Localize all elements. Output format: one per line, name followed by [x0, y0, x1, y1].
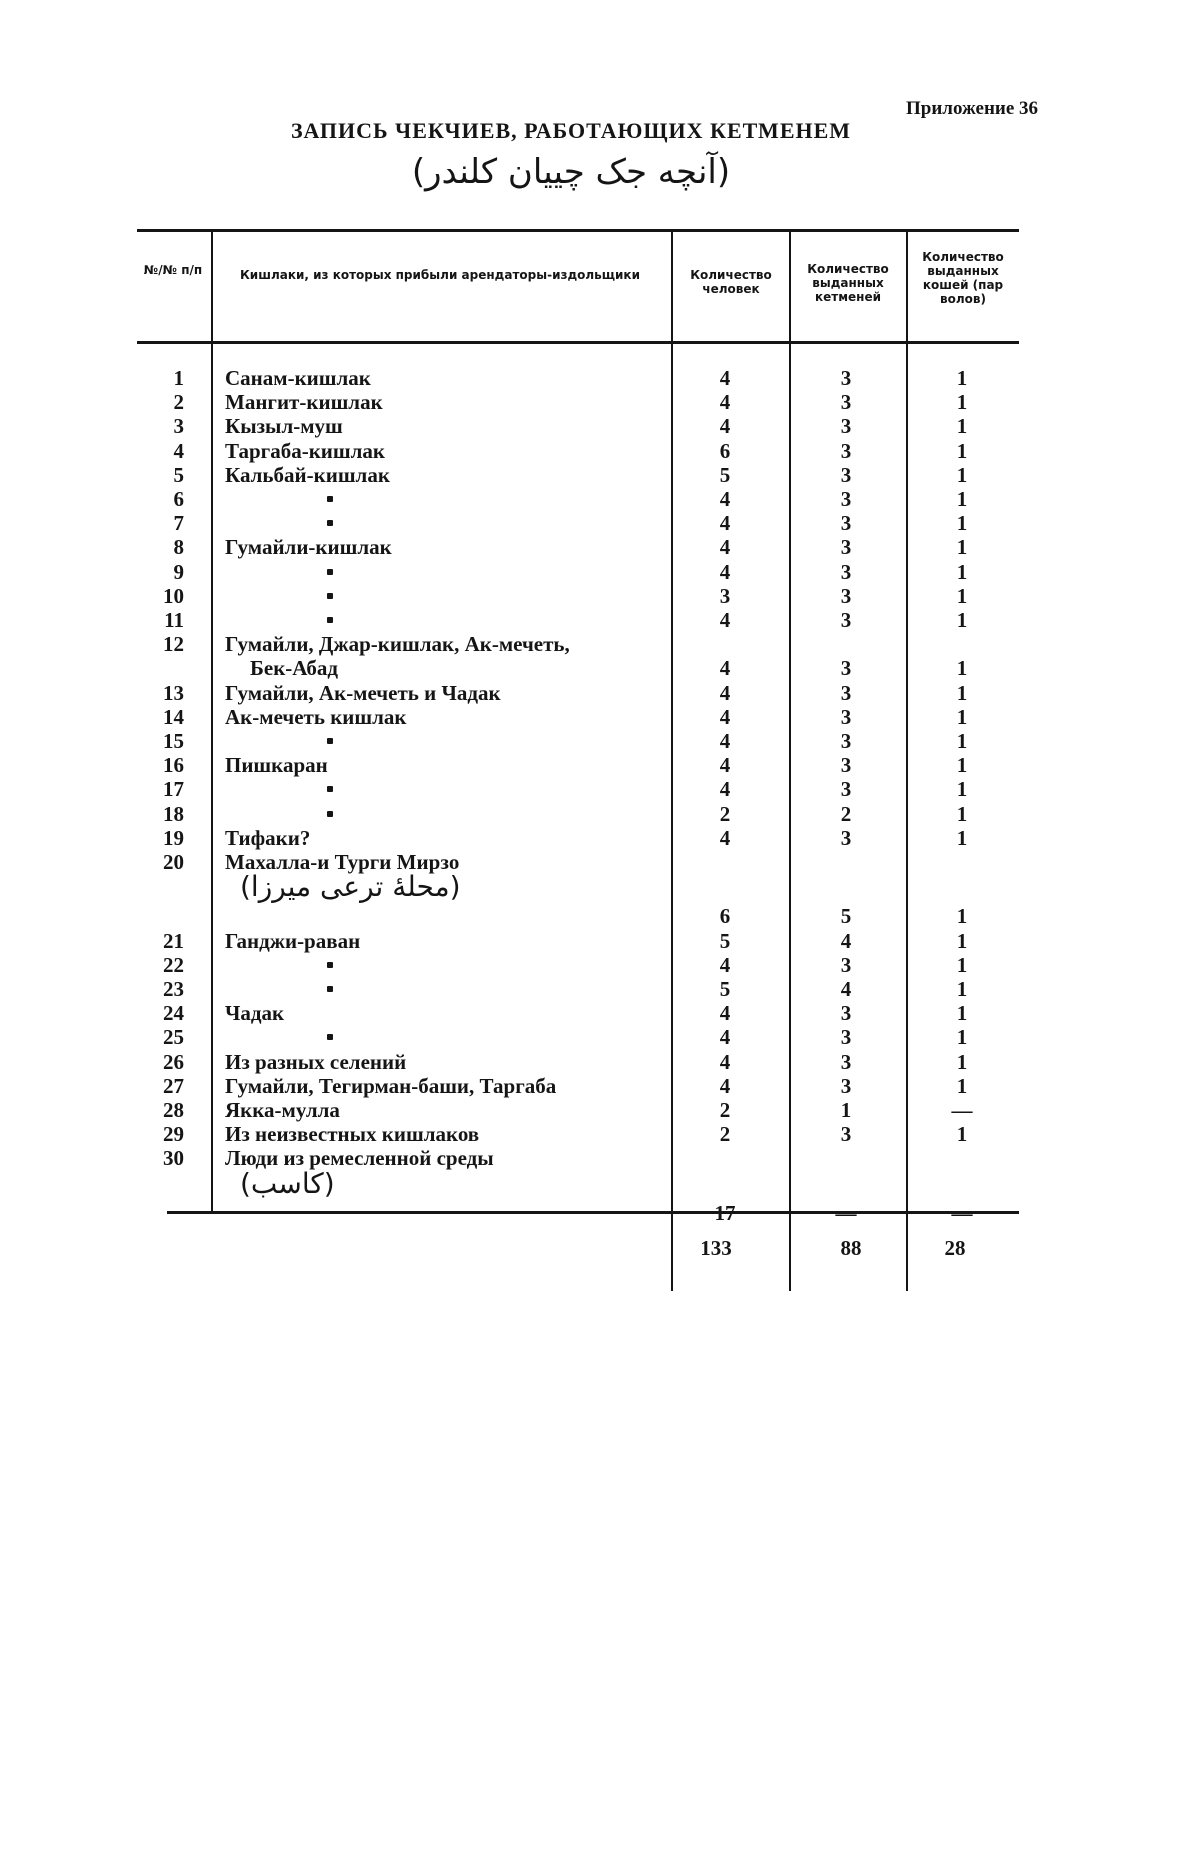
kosh-count: 1 [956, 414, 968, 439]
row-number: 28 [163, 1098, 184, 1122]
header-ketmen: Количество выданных кетменей [807, 262, 889, 304]
kosh-count: 1 [956, 704, 968, 729]
people-count: 4 [719, 680, 731, 705]
ketmen-count: 1 [840, 1098, 852, 1122]
ketmen-count: 5 [840, 904, 852, 929]
kosh-count: 1 [956, 1073, 968, 1098]
row-number: 17 [163, 777, 184, 802]
ketmen-count: 3 [840, 1049, 852, 1074]
row-number: 14 [163, 704, 184, 729]
row-number: 27 [163, 1073, 184, 1098]
row-number: 7 [173, 511, 184, 536]
kosh-count: 1 [956, 608, 968, 632]
people-count: 4 [719, 559, 731, 584]
people-count: 4 [719, 511, 731, 536]
village-name: Гумайли-кишлак [225, 535, 392, 560]
people-count: 5 [719, 977, 731, 1001]
people-count: 4 [719, 608, 731, 632]
ketmen-count: 4 [840, 928, 852, 953]
row-number: 16 [163, 753, 184, 778]
kosh-count: — [951, 1200, 973, 1225]
people-count: 4 [719, 777, 731, 802]
ditto-mark [327, 1034, 333, 1040]
village-name: Кальбай-кишлак [225, 462, 390, 487]
village-name: Санам-кишлак [225, 366, 371, 390]
kosh-count: 1 [956, 487, 968, 511]
village-name: Из неизвестных кишлаков [225, 1122, 480, 1147]
column-divider-4 [906, 231, 908, 1291]
row-number: 29 [163, 1122, 184, 1147]
kosh-count: 1 [956, 729, 968, 753]
row-number: 4 [173, 438, 184, 463]
ketmen-count: 3 [840, 777, 852, 802]
ketmen-count: 3 [840, 390, 852, 415]
people-count: 4 [719, 414, 731, 439]
kosh-count: 1 [956, 438, 968, 463]
ditto-mark [327, 569, 333, 575]
village-name: Гумайли, Джар-кишлак, Ак-мечеть, [225, 632, 570, 657]
kosh-count: 1 [956, 1001, 968, 1026]
ketmen-count: 3 [840, 952, 852, 977]
kosh-count: 1 [956, 753, 968, 778]
column-divider-2 [671, 231, 673, 1291]
kosh-count: 1 [956, 462, 968, 487]
kosh-count: 1 [956, 801, 968, 826]
kosh-count: 1 [956, 825, 968, 850]
ketmen-count: — [835, 1200, 857, 1225]
appendix-label: Приложение 36 [906, 98, 1039, 119]
kosh-count: 1 [956, 777, 968, 802]
people-count: 6 [719, 438, 731, 463]
row-number: 23 [163, 977, 184, 1001]
ditto-mark [327, 986, 333, 992]
ketmen-count: 3 [840, 438, 852, 463]
ketmen-count: 3 [840, 680, 852, 705]
column-divider-3 [789, 231, 791, 1291]
ketmen-count: 2 [840, 801, 852, 826]
people-count: 5 [719, 928, 731, 953]
people-count: 3 [719, 583, 731, 608]
people-count: 2 [719, 801, 731, 826]
people-count: 4 [719, 1001, 731, 1026]
ketmen-count: 3 [840, 753, 852, 778]
ketmen-count: 3 [840, 608, 852, 632]
ketmen-count: 3 [840, 535, 852, 560]
row-number: 22 [163, 952, 184, 977]
people-count: 5 [719, 462, 731, 487]
row-number: 5 [173, 462, 184, 487]
table-top-rule [137, 229, 1019, 232]
header-num: №/№ п/п [143, 263, 203, 277]
row-number: 21 [163, 928, 184, 953]
ketmen-count: 3 [840, 1001, 852, 1026]
village-name: Ганджи-раван [225, 928, 361, 953]
kosh-count: 1 [956, 952, 968, 977]
row-number: 10 [163, 583, 184, 608]
ketmen-count: 3 [840, 825, 852, 850]
people-count: 2 [719, 1098, 731, 1122]
kosh-count: 1 [956, 390, 968, 415]
people-count: 4 [719, 704, 731, 729]
ketmen-count: 3 [840, 704, 852, 729]
village-name: Люди из ремесленной среды [225, 1146, 494, 1171]
village-name-arabic: (کاسب) [240, 1166, 335, 1200]
village-name: Таргаба-кишлак [225, 438, 386, 463]
people-count: 4 [719, 753, 731, 778]
document-title: ЗАПИСЬ ЧЕКЧИЕВ, РАБОТАЮЩИХ КЕТМЕНЕМ [290, 118, 852, 143]
kosh-count: 1 [956, 680, 968, 705]
village-name: Тифаки? [225, 825, 311, 850]
kosh-count: 1 [956, 535, 968, 560]
ditto-mark [327, 520, 333, 526]
row-number: 2 [173, 390, 184, 415]
row-number: 19 [163, 825, 184, 850]
ketmen-count: 3 [840, 511, 852, 536]
kosh-count: 1 [956, 511, 968, 536]
people-count: 4 [719, 390, 731, 415]
village-name-arabic: (محلهٔ ترعی میرزا) [240, 870, 461, 904]
village-name: Пишкаран [225, 753, 328, 778]
ditto-mark [327, 786, 333, 792]
header-bottom-rule [137, 341, 1019, 344]
ketmen-count: 3 [840, 1073, 852, 1098]
row-number: 8 [173, 535, 184, 560]
kosh-count: 1 [956, 583, 968, 608]
people-count: 4 [719, 952, 731, 977]
title-arabic: (آنچه جک چییان کلندر) [411, 152, 731, 192]
ketmen-count: 3 [840, 462, 852, 487]
people-count: 4 [719, 825, 731, 850]
ditto-mark [327, 738, 333, 744]
people-count: 4 [719, 656, 731, 681]
village-name: Кызыл-муш [225, 414, 343, 439]
row-number: 13 [163, 680, 184, 705]
village-name-continued: Бек-Абад [250, 656, 339, 681]
row-number: 30 [163, 1146, 184, 1171]
row-number: 24 [163, 1001, 184, 1026]
ketmen-count: 3 [840, 487, 852, 511]
ketmen-count: 3 [840, 1025, 852, 1050]
ketmen-count: 3 [840, 414, 852, 439]
header-kosh: Количество выданных кошей (пар волов) [922, 250, 1004, 306]
people-count: 4 [719, 535, 731, 560]
people-count: 4 [719, 1049, 731, 1074]
people-count: 4 [719, 1025, 731, 1050]
row-number: 18 [163, 801, 184, 826]
row-number: 15 [163, 729, 184, 753]
total-ketmen: 88 [840, 1236, 862, 1260]
people-count: 4 [719, 366, 731, 390]
ditto-mark [327, 496, 333, 502]
ketmen-count: 3 [840, 656, 852, 681]
column-divider-1 [211, 231, 213, 1211]
village-name: Гумайли, Тегирман-баши, Таргаба [225, 1073, 557, 1098]
header-people: Количество человек [690, 268, 772, 296]
people-count: 6 [719, 904, 731, 929]
kosh-count: 1 [956, 1122, 968, 1147]
total-kosh: 28 [944, 1236, 966, 1260]
row-number: 6 [173, 487, 184, 511]
ditto-mark [327, 962, 333, 968]
kosh-count: 1 [956, 366, 968, 390]
row-number: 1 [173, 366, 184, 390]
row-number: 25 [163, 1025, 184, 1050]
kosh-count: — [951, 1098, 973, 1122]
total-people: 133 [700, 1236, 732, 1260]
ketmen-count: 3 [840, 366, 852, 390]
village-name: Чадак [225, 1001, 285, 1026]
kosh-count: 1 [956, 904, 968, 929]
kosh-count: 1 [956, 928, 968, 953]
village-name: Мангит-кишлак [225, 390, 383, 415]
village-name: Гумайли, Ак-мечеть и Чадак [225, 680, 501, 705]
totals-rule [167, 1211, 1019, 1214]
ditto-mark [327, 593, 333, 599]
people-count: 4 [719, 729, 731, 753]
header-villages: Кишлаки, из которых прибыли арендаторы-издольщики [240, 268, 640, 282]
people-count: 2 [719, 1122, 731, 1147]
row-number: 12 [163, 632, 184, 657]
kosh-count: 1 [956, 1049, 968, 1074]
village-name: Махалла-и Турги Мирзо [225, 850, 460, 874]
ketmen-count: 3 [840, 559, 852, 584]
kosh-count: 1 [956, 1025, 968, 1050]
ketmen-count: 3 [840, 1122, 852, 1147]
people-count: 17 [714, 1200, 736, 1225]
village-name: Якка-мулла [225, 1098, 340, 1122]
village-name: Из разных селений [225, 1049, 407, 1074]
row-number: 20 [163, 850, 184, 874]
kosh-count: 1 [956, 559, 968, 584]
ditto-mark [327, 617, 333, 623]
row-number: 3 [173, 414, 184, 439]
kosh-count: 1 [956, 656, 968, 681]
ketmen-count: 4 [840, 977, 852, 1001]
row-number: 9 [173, 559, 184, 584]
kosh-count: 1 [956, 977, 968, 1001]
people-count: 4 [719, 487, 731, 511]
row-number: 11 [164, 608, 184, 632]
ketmen-count: 3 [840, 583, 852, 608]
row-number: 26 [163, 1049, 184, 1074]
ditto-mark [327, 811, 333, 817]
ketmen-count: 3 [840, 729, 852, 753]
village-name: Ак-мечеть кишлак [225, 704, 407, 729]
people-count: 4 [719, 1073, 731, 1098]
